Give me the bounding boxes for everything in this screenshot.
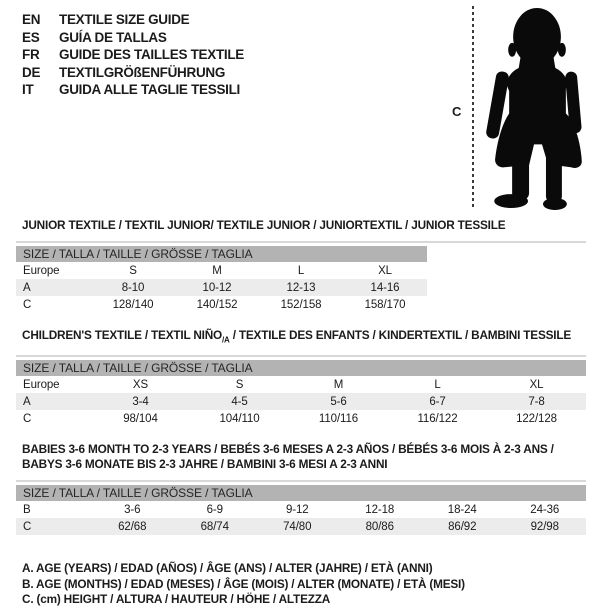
cell: 98/104 [123, 412, 158, 425]
size-header-cell: SIZE / TALLA / TAILLE / GRÖSSE / TAGLIA [16, 360, 586, 376]
size-header-cell: SIZE / TALLA / TAILLE / GRÖSSE / TAGLIA [16, 246, 427, 262]
cell: 8-10 [121, 281, 145, 294]
table-row-height [16, 296, 427, 313]
cell: S [235, 378, 244, 391]
junior-table-section [16, 218, 586, 313]
table-row-europe [16, 376, 586, 393]
babies-table-title-line1: BABIES 3-6 MONTH TO 2-3 YEARS / BEBÉS 3-6 MESES A 2-3 AÑOS / BÉBÉS 3-6 MOIS À 2-3 ANS / [22, 442, 554, 457]
cell: 24-36 [530, 503, 560, 516]
row-label: A [23, 395, 31, 408]
cell: M [333, 378, 344, 391]
language-title: TEXTILE SIZE GUIDE [59, 12, 190, 27]
size-tables-section [16, 218, 586, 535]
junior-table-title: JUNIOR TEXTILE / TEXTIL JUNIOR/ TEXTILE JUNIOR / JUNIORTEXTIL / JUNIOR TESSILE [22, 218, 506, 232]
row-label: A [23, 281, 31, 294]
legend-age-months: B. AGE (MONTHS) / EDAD (MESES) / ÂGE (MOIS) / ALTER (MONATE) / ETÀ (MESI) [22, 576, 465, 591]
height-dashed-line [472, 6, 474, 208]
table-row-months [16, 501, 586, 518]
language-title: TEXTILGRÖßENFÜHRUNG [59, 64, 226, 80]
language-row [22, 64, 244, 82]
cell: 110/116 [318, 412, 359, 425]
cell: 158/170 [364, 298, 406, 311]
title-subscript: /A [222, 335, 230, 345]
size-header-row [16, 360, 586, 376]
cell: 9-12 [285, 503, 309, 516]
language-row [22, 29, 244, 47]
cell: 6-9 [206, 503, 223, 516]
cell: 140/152 [196, 298, 238, 311]
cell: S [129, 264, 137, 277]
cell: L [297, 264, 305, 277]
baby-silhouette-icon [484, 6, 596, 210]
cell: 104/110 [219, 412, 260, 425]
legend-section [22, 561, 600, 608]
row-label: C [23, 298, 32, 311]
cell: 128/140 [112, 298, 154, 311]
babies-table-title-line2: BABYS 3-6 MONATE BIS 2-3 JAHRE / BAMBINI 3-6 MESI A 2-3 ANNI [22, 457, 388, 472]
header-section [0, 0, 600, 212]
children-size-table [16, 360, 586, 427]
language-row [22, 46, 244, 64]
table-top-rule [16, 480, 586, 482]
cell: 92/98 [530, 520, 559, 533]
legend-age-years: A. AGE (YEARS) / EDAD (AÑOS) / ÂGE (ANS) / ALTER (JAHRE) / ETÀ (ANNI) [22, 561, 433, 576]
row-label: B [23, 503, 31, 516]
cell: L [434, 378, 441, 391]
cell: 62/68 [118, 520, 147, 533]
size-header-cell: SIZE / TALLA / TAILLE / GRÖSSE / TAGLIA [16, 485, 586, 501]
cell: 86/92 [448, 520, 477, 533]
cell: 4-5 [231, 395, 248, 408]
cell: XL [529, 378, 544, 391]
language-title: GUIDE DES TAILLES TEXTILE [59, 47, 245, 62]
row-label: C [23, 520, 32, 533]
cell: XS [132, 378, 149, 391]
cell: 122/128 [516, 412, 557, 425]
cell: 12-13 [286, 281, 316, 294]
table-row-height [16, 410, 586, 427]
children-table-section [16, 328, 586, 427]
title-text: / TEXTILE DES ENFANTS / KINDERTEXTIL / BAMBINI TESSILE [229, 328, 572, 342]
size-header-row [16, 485, 586, 501]
cell: 74/80 [283, 520, 312, 533]
height-measure-figure [448, 4, 594, 210]
cell: 14-16 [370, 281, 400, 294]
size-header-row [16, 246, 427, 262]
table-row-age [16, 279, 427, 296]
table-top-rule [16, 241, 586, 243]
cell: 116/122 [417, 412, 458, 425]
cell: 152/158 [280, 298, 322, 311]
junior-size-table [16, 246, 427, 313]
language-row [22, 81, 244, 99]
language-code: DE [22, 64, 41, 80]
language-code: ES [22, 29, 40, 45]
legend-height-cm: C. (cm) HEIGHT / ALTURA / HAUTEUR / HÖHE / ALTEZZA [22, 592, 331, 607]
language-code: FR [22, 47, 40, 62]
table-row-height [16, 518, 586, 535]
language-row [22, 11, 244, 29]
babies-table-section [16, 442, 586, 535]
cell: 6-7 [429, 395, 446, 408]
row-label: Europe [23, 378, 60, 391]
cell: 80/86 [365, 520, 394, 533]
language-code: EN [22, 12, 41, 27]
cell: 10-12 [202, 281, 232, 294]
cell: XL [378, 264, 392, 277]
babies-size-table [16, 485, 586, 535]
language-title: GUÍA DE TALLAS [59, 29, 167, 45]
language-list [22, 11, 244, 99]
title-text: CHILDREN'S TEXTILE / TEXTIL NIÑO [22, 328, 223, 342]
row-label: Europe [23, 264, 60, 277]
cell: 12-18 [365, 503, 395, 516]
cell: 5-6 [330, 395, 347, 408]
cell: 3-6 [124, 503, 141, 516]
language-title: GUIDA ALLE TAGLIE TESSILI [59, 82, 240, 97]
height-marker-label: C [452, 104, 462, 119]
row-label: C [23, 412, 32, 425]
cell: 18-24 [447, 503, 477, 516]
cell: M [212, 264, 222, 277]
cell: 68/74 [200, 520, 229, 533]
language-code: IT [22, 82, 34, 97]
table-row-age [16, 393, 586, 410]
children-table-title [22, 328, 586, 347]
table-row-europe [16, 262, 427, 279]
cell: 3-4 [132, 395, 149, 408]
cell: 7-8 [528, 395, 545, 408]
table-top-rule [16, 355, 586, 357]
